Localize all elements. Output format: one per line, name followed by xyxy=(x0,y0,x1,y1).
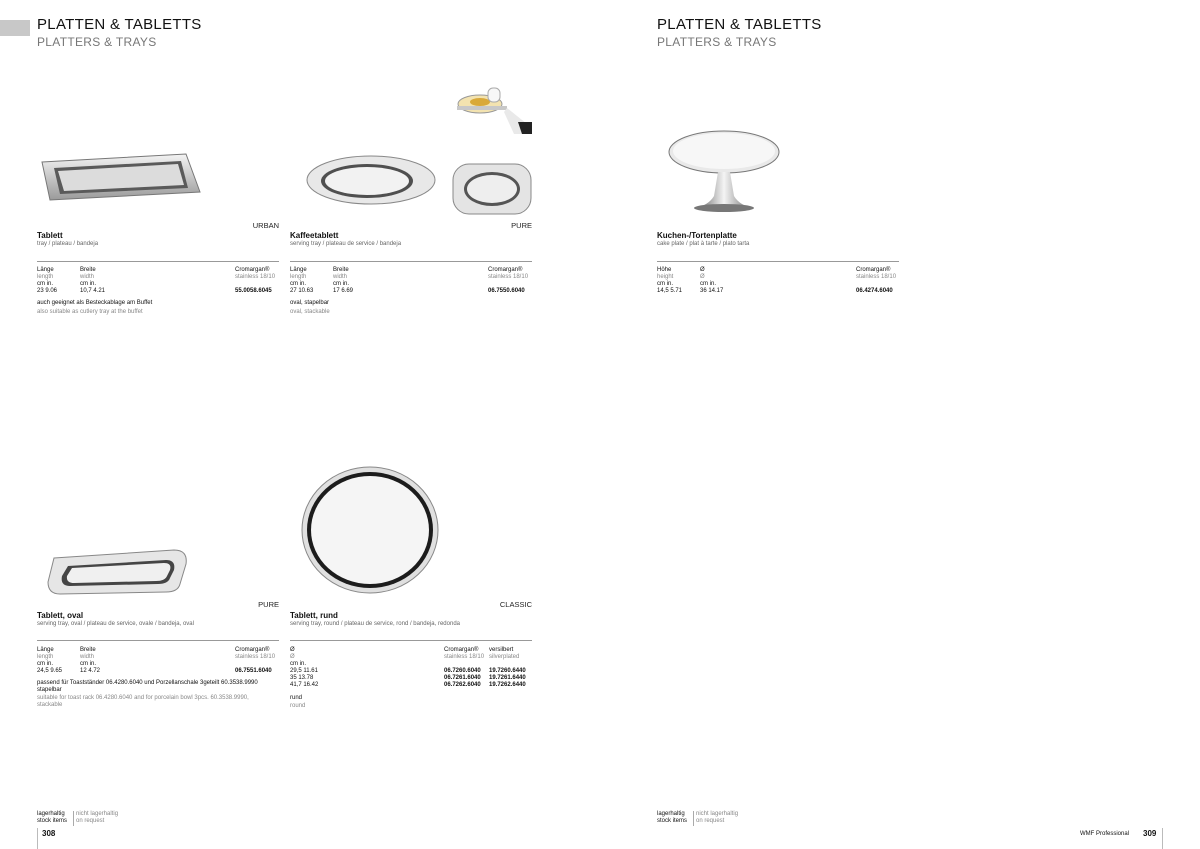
product-note-en: oval, stackable xyxy=(290,309,330,315)
spec-header-length-en: length xyxy=(37,274,54,280)
spec-value-length: 24,5 9.65 xyxy=(37,668,63,674)
spec-value-height: 14,5 5.71 xyxy=(657,288,683,294)
page-title: PLATTEN & TABLETTS xyxy=(657,16,822,33)
legend-stock-en: stock items xyxy=(657,818,688,824)
page-title: PLATTEN & TABLETTS xyxy=(37,16,202,33)
spec-header-material-en: stainless 18/10 xyxy=(235,274,276,280)
series-label-classic: CLASSIC xyxy=(499,600,532,609)
page-number: 308 xyxy=(42,829,56,838)
product-note: rund xyxy=(290,695,303,701)
spec-header-material-en: stainless 18/10 xyxy=(444,654,485,660)
series-label-pure: PURE xyxy=(258,600,279,609)
spec-header-length: Länge xyxy=(37,647,54,653)
spec-header-material: Cromargan® xyxy=(856,267,891,273)
product-name-tablett-oval: Tablett, oval xyxy=(37,611,84,620)
spec-header-diameter-en: Ø xyxy=(290,654,295,660)
spec-units: cm in. xyxy=(37,661,54,667)
divider xyxy=(37,261,279,262)
spec-header-length: Länge xyxy=(37,267,54,273)
spec-header-width: Breite xyxy=(80,267,96,273)
spec-units: cm in. xyxy=(657,281,674,287)
spec-header-width-en: width xyxy=(80,274,95,280)
product-subtitle: serving tray / plateau de service / bandeja xyxy=(290,241,402,247)
spec-value-size: 35 13.78 xyxy=(290,675,314,681)
page-edge-line xyxy=(1162,828,1163,849)
spec-header-diameter-en: Ø xyxy=(700,274,705,280)
legend-nostock-en: on request xyxy=(76,818,105,824)
spec-value-width: 12 4.72 xyxy=(80,668,101,674)
spec-header-length: Länge xyxy=(290,267,307,273)
article-number-silver: 19.7262.6440 xyxy=(489,682,526,688)
spec-units: cm in. xyxy=(290,281,307,287)
spec-units: cm in. xyxy=(80,281,97,287)
cake-stand-image xyxy=(668,128,780,214)
spec-header-material-en: stainless 18/10 xyxy=(235,654,276,660)
product-subtitle: serving tray, round / plateau de service, rond / bandeja, redonda xyxy=(290,621,460,627)
product-subtitle: tray / plateau / bandeja xyxy=(37,241,99,247)
spec-header-width: Breite xyxy=(333,267,349,273)
spec-header-length-en: length xyxy=(290,274,307,280)
article-number: 06.7551.6040 xyxy=(235,668,272,674)
page-corner-marker xyxy=(0,20,30,36)
product-note: passend für Toastständer 06.4280.6040 und Porzellanschale 3geteilt 60.3538.9990 xyxy=(37,680,258,686)
article-number: 55.0058.6045 xyxy=(235,288,272,294)
legend-separator xyxy=(693,811,694,826)
spec-header-diameter: Ø xyxy=(700,267,705,273)
product-subtitle: serving tray, oval / plateau de service, ovale / bandeja, oval xyxy=(37,621,194,627)
product-note: auch geeignet als Besteckablage am Buffet xyxy=(37,300,153,306)
spec-header-width: Breite xyxy=(80,647,96,653)
divider xyxy=(37,640,279,641)
series-label-urban: URBAN xyxy=(252,221,279,230)
spec-value-length: 27 10.63 xyxy=(290,288,314,294)
article-number: 06.7261.6040 xyxy=(444,675,481,681)
page-subtitle: PLATTERS & TRAYS xyxy=(37,35,157,49)
product-name-tablett-rund: Tablett, rund xyxy=(290,611,338,620)
product-name-kaffeetablett: Kaffeetablett xyxy=(290,231,339,240)
article-number-silver: 19.7260.6440 xyxy=(489,668,526,674)
spec-units: cm in. xyxy=(80,661,97,667)
article-number: 06.4274.6040 xyxy=(856,288,893,294)
spec-header-silverplated: versilbert xyxy=(489,647,514,653)
spec-header-height-en: height xyxy=(657,274,674,280)
series-label-pure: PURE xyxy=(511,221,532,230)
spec-header-material-en: stainless 18/10 xyxy=(856,274,897,280)
spec-header-material: Cromargan® xyxy=(444,647,479,653)
product-note-en: stackable xyxy=(37,702,63,708)
spec-header-material: Cromargan® xyxy=(488,267,523,273)
divider xyxy=(290,261,532,262)
rectangular-tray-image xyxy=(36,150,201,205)
spec-value-size: 41,7 16.42 xyxy=(290,682,319,688)
spec-units: cm in. xyxy=(290,661,307,667)
spec-units: cm in. xyxy=(37,281,54,287)
brand-name: WMF Professional xyxy=(1080,831,1130,837)
article-number: 06.7550.6040 xyxy=(488,288,525,294)
spec-value-width: 17 6.69 xyxy=(333,288,354,294)
tray-in-use-photo xyxy=(452,82,532,134)
product-note: stapelbar xyxy=(37,687,62,693)
spec-header-diameter: Ø xyxy=(290,647,295,653)
page-number: 309 xyxy=(1143,829,1157,838)
page-edge-line xyxy=(37,828,38,849)
legend-stock-en: stock items xyxy=(37,818,68,824)
product-note-en: suitable for toast rack 06.4280.6040 and for porcelain bowl 3pcs. 60.3538.9990, xyxy=(37,695,249,701)
legend-stock: lagerhaltig xyxy=(657,811,685,817)
round-tray-image xyxy=(300,465,440,595)
article-number: 06.7260.6040 xyxy=(444,668,481,674)
spec-value-width: 10,7 4.21 xyxy=(80,288,106,294)
spec-value-diameter: 36 14.17 xyxy=(700,288,724,294)
legend-separator xyxy=(73,811,74,826)
divider xyxy=(657,261,899,262)
spec-header-length-en: length xyxy=(37,654,54,660)
legend-nostock: nicht lagerhaltig xyxy=(696,811,739,817)
spec-units: cm in. xyxy=(700,281,717,287)
spec-header-width-en: width xyxy=(333,274,348,280)
oval-tray-image xyxy=(44,548,190,596)
legend-nostock-en: on request xyxy=(696,818,725,824)
spec-header-material: Cromargan® xyxy=(235,267,270,273)
divider xyxy=(290,640,532,641)
oval-tray-detail-image xyxy=(451,162,533,216)
spec-header-material-en: stainless 18/10 xyxy=(488,274,529,280)
spec-units: cm in. xyxy=(333,281,350,287)
product-name-tablett: Tablett xyxy=(37,231,63,240)
spec-value-size: 29,5 11.61 xyxy=(290,668,318,674)
article-number-silver: 19.7261.6440 xyxy=(489,675,526,681)
spec-header-silverplated-en: silverplated xyxy=(489,654,520,660)
spec-value-length: 23 9.06 xyxy=(37,288,58,294)
spec-header-material: Cromargan® xyxy=(235,647,270,653)
product-note-en: round xyxy=(290,703,306,709)
product-subtitle: cake plate / plat à tarte / plato tarta xyxy=(657,241,750,247)
legend-stock: lagerhaltig xyxy=(37,811,65,817)
product-name-kuchenplatte: Kuchen-/Tortenplatte xyxy=(657,231,737,240)
page-subtitle: PLATTERS & TRAYS xyxy=(657,35,777,49)
product-note-en: also suitable as cutlery tray at the buffet xyxy=(37,309,143,315)
spec-header-width-en: width xyxy=(80,654,95,660)
spec-header-height: Höhe xyxy=(657,267,672,273)
article-number: 06.7262.6040 xyxy=(444,682,481,688)
product-note: oval, stapelbar xyxy=(290,300,330,306)
oval-coffee-tray-image xyxy=(305,152,439,207)
legend-nostock: nicht lagerhaltig xyxy=(76,811,119,817)
